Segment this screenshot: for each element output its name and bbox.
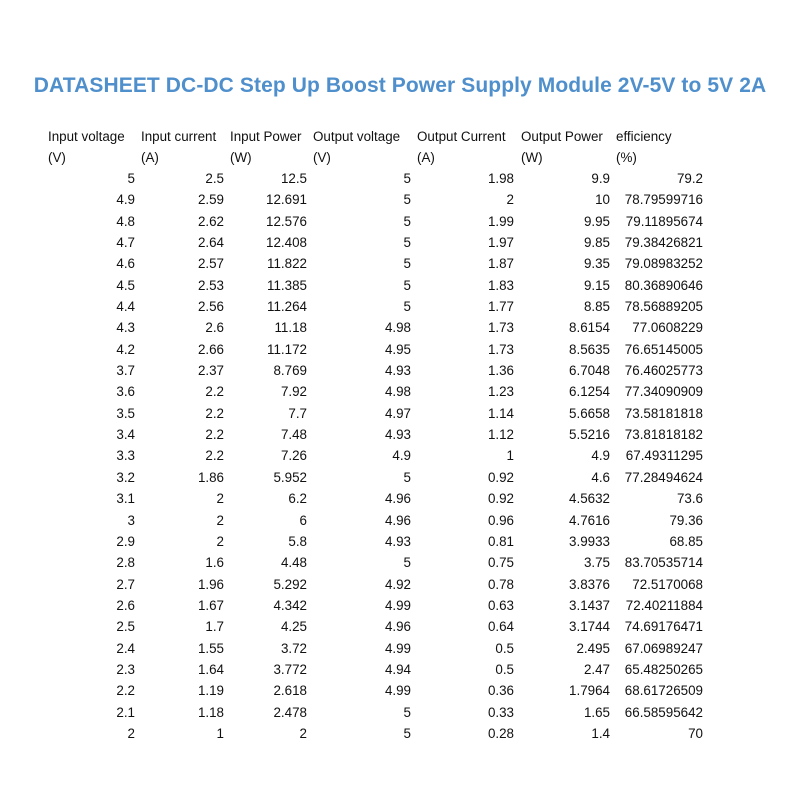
cell-output-voltage: 5 — [403, 299, 411, 315]
cell-output-voltage: 4.95 — [384, 341, 411, 357]
cell-output-power: 3.9933 — [569, 533, 610, 549]
cell-output-current: 1.12 — [487, 427, 514, 443]
header-output-power: Output Power — [521, 129, 603, 144]
table-row — [0, 616, 800, 637]
cell-output-voltage: 5 — [403, 213, 411, 229]
table-row — [0, 659, 800, 680]
unit-output-current: (A) — [417, 150, 435, 165]
header-input-voltage: Input voltage — [48, 129, 125, 144]
cell-input-voltage: 2.9 — [116, 533, 135, 549]
cell-input-current: 2.59 — [197, 192, 224, 208]
cell-input-current: 2 — [216, 491, 224, 507]
table-row — [0, 531, 800, 552]
table-row — [0, 360, 800, 381]
cell-input-voltage: 2.4 — [116, 640, 135, 656]
cell-input-power: 12.408 — [266, 235, 307, 251]
cell-input-power: 11.822 — [267, 256, 307, 272]
cell-input-voltage: 3.7 — [116, 363, 135, 379]
cell-output-current: 0.28 — [487, 725, 514, 741]
cell-output-power: 3.1744 — [569, 619, 610, 635]
cell-output-current: 1.77 — [487, 299, 514, 315]
cell-output-voltage: 4.98 — [384, 384, 411, 400]
cell-input-current: 2.2 — [205, 384, 224, 400]
cell-output-voltage: 4.99 — [384, 640, 411, 656]
header-efficiency: efficiency — [616, 129, 672, 144]
cell-output-power: 10 — [595, 192, 610, 208]
cell-output-voltage: 4.93 — [384, 427, 411, 443]
unit-efficiency: (%) — [616, 150, 637, 165]
table-row — [0, 189, 800, 210]
cell-input-power: 4.25 — [280, 619, 307, 635]
header-row — [0, 126, 800, 147]
table-row — [0, 638, 800, 659]
cell-input-voltage: 4.3 — [116, 320, 135, 336]
table-row — [0, 424, 800, 445]
cell-output-voltage: 4.93 — [384, 363, 411, 379]
unit-input-current: (A) — [141, 150, 159, 165]
cell-output-current: 1.98 — [487, 171, 514, 186]
cell-output-voltage: 4.9 — [392, 448, 411, 464]
cell-input-power: 7.92 — [280, 384, 307, 400]
cell-efficiency: 72.40211884 — [625, 597, 703, 613]
cell-output-power: 1.65 — [583, 704, 610, 720]
cell-efficiency: 66.58595642 — [624, 704, 703, 720]
cell-output-current: 0.75 — [487, 555, 514, 571]
cell-efficiency: 73.6 — [676, 491, 703, 507]
cell-input-power: 12.5 — [280, 171, 307, 186]
cell-output-power: 9.85 — [583, 235, 610, 251]
cell-output-current: 1.73 — [487, 320, 514, 336]
cell-output-current: 1.36 — [487, 363, 514, 379]
unit-output-voltage: (V) — [313, 150, 331, 165]
cell-efficiency: 67.06989247 — [624, 640, 703, 656]
cell-input-power: 5.8 — [288, 533, 307, 549]
cell-output-power: 6.1254 — [569, 384, 610, 400]
cell-efficiency: 78.56889205 — [624, 299, 703, 315]
table-row — [0, 296, 800, 317]
cell-output-voltage: 4.97 — [384, 405, 411, 421]
header-input-current: Input current — [141, 129, 217, 144]
cell-input-current: 2 — [216, 533, 224, 549]
cell-input-voltage: 3.1 — [116, 491, 135, 507]
cell-output-power: 4.5632 — [569, 491, 610, 507]
cell-input-current: 1.6 — [205, 555, 224, 571]
units-row — [0, 147, 800, 168]
table-row — [0, 467, 800, 488]
cell-input-current: 2.62 — [197, 213, 224, 229]
cell-efficiency: 77.0608229 — [632, 320, 703, 336]
cell-input-current: 2.2 — [205, 427, 224, 443]
cell-output-voltage: 4.92 — [384, 576, 411, 592]
cell-efficiency: 79.36 — [669, 512, 703, 528]
cell-input-voltage: 3.4 — [116, 427, 135, 443]
cell-input-current: 1.64 — [197, 661, 224, 677]
table-row — [0, 275, 800, 296]
cell-input-voltage: 3.3 — [116, 448, 135, 464]
cell-input-voltage: 2.5 — [116, 619, 135, 635]
cell-output-current: 1.73 — [487, 341, 514, 357]
cell-input-voltage: 4.9 — [116, 192, 135, 208]
cell-output-power: 5.6658 — [569, 405, 610, 421]
cell-output-power: 1.7964 — [569, 683, 610, 699]
cell-output-current: 1.23 — [487, 384, 514, 400]
cell-output-voltage: 4.98 — [384, 320, 411, 336]
cell-input-current: 2.5 — [205, 171, 224, 186]
cell-input-power: 4.342 — [273, 597, 307, 613]
cell-input-current: 1.7 — [205, 619, 224, 635]
cell-input-voltage: 4.5 — [116, 277, 135, 293]
cell-input-voltage: 2.2 — [116, 683, 135, 699]
cell-efficiency: 76.46025773 — [624, 363, 703, 379]
cell-efficiency: 77.34090909 — [624, 384, 703, 400]
cell-output-current: 1.87 — [487, 256, 514, 272]
table-row — [0, 253, 800, 274]
cell-efficiency: 79.11895674 — [625, 213, 703, 229]
table-row — [0, 381, 800, 402]
cell-output-current: 1.83 — [487, 277, 514, 293]
cell-output-voltage: 5 — [403, 704, 411, 720]
cell-input-current: 2.53 — [197, 277, 224, 293]
cell-input-current: 2.6 — [205, 320, 224, 336]
table-body — [0, 168, 800, 744]
cell-output-current: 0.64 — [487, 619, 514, 635]
cell-input-voltage: 3.6 — [116, 384, 135, 400]
cell-input-voltage: 3.2 — [116, 469, 135, 485]
cell-output-power: 8.85 — [583, 299, 610, 315]
cell-input-current: 2.37 — [197, 363, 224, 379]
cell-input-power: 11.264 — [267, 299, 307, 315]
cell-output-power: 2.47 — [583, 661, 610, 677]
document-title: DATASHEET DC-DC Step Up Boost Power Supply Module 2V-5V to 5V 2A — [33, 74, 767, 97]
cell-output-current: 0.5 — [495, 640, 514, 656]
cell-output-voltage: 5 — [403, 555, 411, 571]
cell-efficiency: 79.08983252 — [624, 256, 703, 272]
cell-input-voltage: 5 — [127, 171, 135, 186]
cell-efficiency: 67.49311295 — [625, 448, 703, 464]
cell-output-current: 0.96 — [487, 512, 514, 528]
cell-output-power: 9.35 — [583, 256, 610, 272]
header-input-power: Input Power — [230, 129, 302, 144]
cell-output-current: 0.78 — [487, 576, 514, 592]
cell-input-power: 7.48 — [280, 427, 307, 443]
cell-input-power: 2 — [299, 725, 307, 741]
cell-output-power: 9.15 — [583, 277, 610, 293]
cell-efficiency: 79.38426821 — [624, 235, 703, 251]
header-output-current: Output Current — [417, 129, 506, 144]
cell-input-voltage: 2.7 — [116, 576, 135, 592]
cell-efficiency: 70 — [688, 725, 703, 741]
cell-input-power: 3.72 — [280, 640, 307, 656]
cell-input-voltage: 2.6 — [116, 597, 135, 613]
cell-input-power: 12.576 — [266, 213, 307, 229]
cell-efficiency: 76.65145005 — [624, 341, 703, 357]
cell-output-current: 0.5 — [495, 661, 514, 677]
cell-input-power: 7.26 — [280, 448, 307, 464]
cell-input-current: 2.2 — [205, 448, 224, 464]
cell-input-current: 1.19 — [197, 683, 224, 699]
cell-output-power: 2.495 — [576, 640, 610, 656]
unit-input-power: (W) — [230, 150, 252, 165]
cell-input-current: 1.55 — [197, 640, 224, 656]
cell-output-voltage: 4.99 — [384, 683, 411, 699]
cell-efficiency: 72.5170068 — [632, 576, 703, 592]
cell-output-current: 2 — [506, 192, 514, 208]
cell-input-power: 2.478 — [273, 704, 307, 720]
table-row — [0, 595, 800, 616]
cell-input-power: 5.952 — [273, 469, 307, 485]
table-row — [0, 680, 800, 701]
cell-output-power: 4.9 — [591, 448, 610, 464]
cell-input-current: 1.18 — [197, 704, 224, 720]
cell-input-power: 7.7 — [288, 405, 307, 421]
cell-input-power: 2.618 — [273, 683, 307, 699]
cell-output-current: 0.92 — [487, 469, 514, 485]
cell-efficiency: 68.61726509 — [624, 683, 703, 699]
cell-input-power: 8.769 — [273, 363, 307, 379]
cell-input-voltage: 2 — [127, 725, 135, 741]
cell-input-current: 2.66 — [197, 341, 224, 357]
cell-output-power: 8.6154 — [569, 320, 610, 336]
cell-output-voltage: 5 — [403, 725, 411, 741]
cell-input-voltage: 2.1 — [116, 704, 135, 720]
cell-input-power: 11.385 — [267, 277, 307, 293]
cell-input-voltage: 4.6 — [116, 256, 135, 272]
cell-input-current: 1.67 — [197, 597, 224, 613]
cell-output-current: 0.36 — [487, 683, 514, 699]
cell-output-voltage: 4.94 — [384, 661, 411, 677]
cell-output-current: 1.14 — [487, 405, 514, 421]
cell-input-current: 1.86 — [197, 469, 224, 485]
table-row — [0, 445, 800, 466]
cell-input-power: 11.18 — [274, 320, 307, 336]
cell-efficiency: 77.28494624 — [624, 469, 703, 485]
data-table — [0, 126, 800, 744]
cell-input-current: 2.57 — [197, 256, 224, 272]
cell-output-voltage: 5 — [403, 235, 411, 251]
table-row — [0, 168, 800, 189]
table-row — [0, 339, 800, 360]
cell-efficiency: 79.2 — [676, 171, 703, 186]
cell-output-voltage: 4.93 — [384, 533, 411, 549]
cell-input-voltage: 4.4 — [116, 299, 135, 315]
table-row — [0, 723, 800, 744]
cell-output-voltage: 4.96 — [384, 491, 411, 507]
cell-output-power: 8.5635 — [569, 341, 610, 357]
cell-input-power: 6.2 — [288, 491, 307, 507]
cell-input-power: 3.772 — [273, 661, 307, 677]
cell-output-current: 0.63 — [487, 597, 514, 613]
cell-input-current: 1 — [216, 725, 224, 741]
cell-efficiency: 68.85 — [669, 533, 703, 549]
cell-efficiency: 73.81818182 — [624, 427, 703, 443]
table-row — [0, 510, 800, 531]
cell-efficiency: 80.36890646 — [624, 277, 703, 293]
cell-output-current: 1.97 — [487, 235, 514, 251]
cell-output-voltage: 5 — [403, 277, 411, 293]
table-row — [0, 232, 800, 253]
cell-input-power: 4.48 — [280, 555, 307, 571]
cell-efficiency: 78.79599716 — [624, 192, 703, 208]
cell-input-power: 6 — [299, 512, 307, 528]
cell-output-voltage: 5 — [403, 171, 411, 186]
cell-efficiency: 83.70535714 — [624, 555, 703, 571]
cell-input-current: 2 — [216, 512, 224, 528]
cell-input-voltage: 4.7 — [116, 235, 135, 251]
cell-output-current: 1 — [506, 448, 514, 464]
cell-output-power: 3.8376 — [569, 576, 610, 592]
cell-output-voltage: 4.99 — [384, 597, 411, 613]
table-row — [0, 574, 800, 595]
cell-output-current: 1.99 — [487, 213, 514, 229]
table-row — [0, 488, 800, 509]
table-row — [0, 552, 800, 573]
table-row — [0, 211, 800, 232]
cell-input-current: 2.2 — [205, 405, 224, 421]
cell-input-power: 11.172 — [267, 341, 307, 357]
cell-output-power: 6.7048 — [569, 363, 610, 379]
cell-output-voltage: 4.96 — [384, 619, 411, 635]
table-row — [0, 702, 800, 723]
unit-input-voltage: (V) — [48, 150, 66, 165]
cell-input-current: 1.96 — [197, 576, 224, 592]
cell-output-power: 3.1437 — [569, 597, 610, 613]
cell-output-current: 0.92 — [487, 491, 514, 507]
cell-input-voltage: 4.2 — [116, 341, 135, 357]
cell-efficiency: 65.48250265 — [624, 661, 703, 677]
cell-input-voltage: 2.8 — [116, 555, 135, 571]
cell-output-power: 1.4 — [591, 725, 610, 741]
cell-output-power: 9.9 — [591, 171, 610, 186]
cell-output-power: 4.6 — [591, 469, 610, 485]
cell-input-voltage: 4.8 — [116, 213, 135, 229]
cell-output-voltage: 5 — [403, 469, 411, 485]
table-row — [0, 317, 800, 338]
cell-output-current: 0.81 — [487, 533, 514, 549]
cell-efficiency: 74.69176471 — [624, 619, 703, 635]
cell-input-voltage: 3.5 — [116, 405, 135, 421]
cell-input-current: 2.64 — [197, 235, 224, 251]
cell-output-power: 9.95 — [583, 213, 610, 229]
cell-output-voltage: 5 — [403, 256, 411, 272]
cell-input-power: 5.292 — [273, 576, 307, 592]
cell-output-power: 5.5216 — [569, 427, 610, 443]
cell-output-voltage: 5 — [403, 192, 411, 208]
cell-output-current: 0.33 — [487, 704, 514, 720]
cell-efficiency: 73.58181818 — [624, 405, 703, 421]
cell-output-voltage: 4.96 — [384, 512, 411, 528]
cell-input-power: 12.691 — [266, 192, 307, 208]
cell-input-voltage: 3 — [127, 512, 135, 528]
header-output-voltage: Output voltage — [313, 129, 401, 144]
cell-input-current: 2.56 — [197, 299, 224, 315]
cell-output-power: 3.75 — [583, 555, 610, 571]
table-row — [0, 403, 800, 424]
cell-output-power: 4.7616 — [569, 512, 610, 528]
cell-input-voltage: 2.3 — [116, 661, 135, 677]
unit-output-power: (W) — [521, 150, 543, 165]
